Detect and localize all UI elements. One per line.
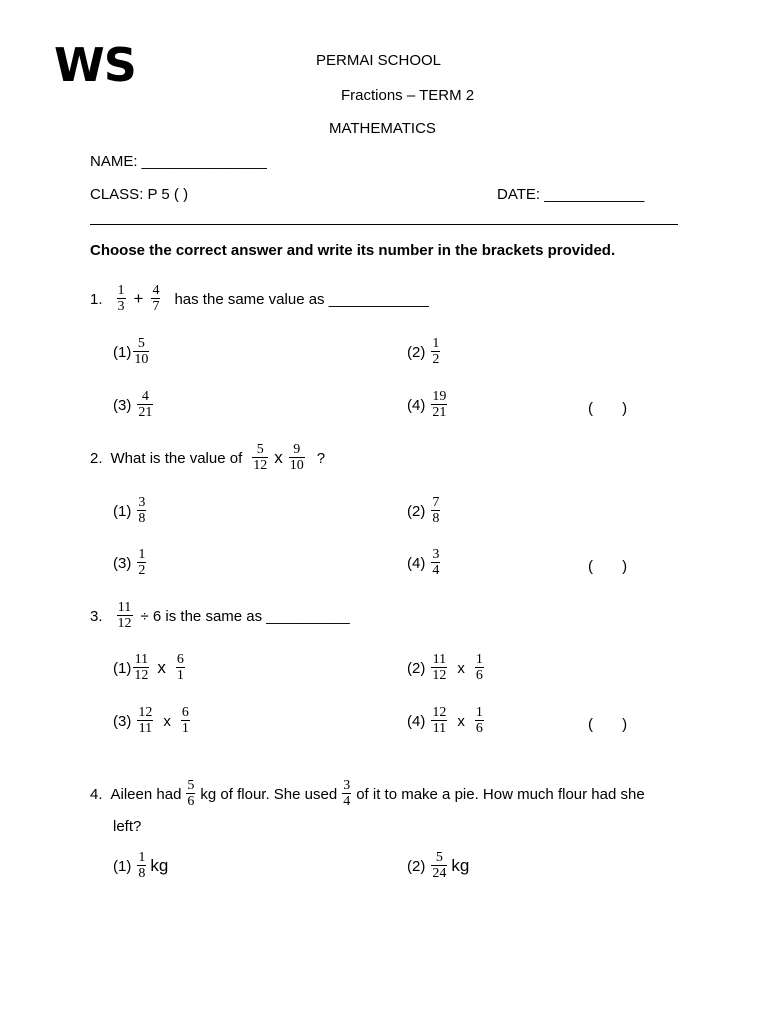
question-number: 4.	[90, 785, 103, 803]
option	[407, 496, 442, 526]
option	[407, 390, 449, 420]
option-label: (1)	[113, 502, 132, 520]
answer-bracket: ( )	[588, 400, 628, 417]
option	[113, 390, 155, 420]
fraction: $\frac{7}{8}$	[432, 495, 440, 526]
fraction: $\frac{1}{6}$	[475, 705, 483, 736]
option-label: (3)	[113, 396, 132, 414]
option-label: (3)	[113, 554, 132, 572]
fraction: $\frac{5}{12}$	[253, 442, 268, 473]
fraction: $\frac{5}{24}$	[432, 850, 447, 881]
question-number: 1.	[90, 290, 103, 308]
question-text: kg of flour. She used	[200, 785, 338, 803]
fraction: $\frac{11}{12}$	[432, 652, 447, 683]
question-text: has the same value as ____________	[174, 290, 429, 308]
multiply-sign: x	[163, 712, 171, 730]
question-mark: ?	[316, 449, 326, 467]
fraction: $\frac{6}{1}$	[181, 705, 189, 736]
fraction: $\frac{12}{11}$	[138, 705, 153, 736]
instructions: Choose the correct answer and write its number in the brackets provided.	[90, 242, 616, 259]
option-label: (1)	[113, 857, 132, 875]
option-label: (2)	[407, 659, 426, 677]
question-2	[90, 443, 325, 473]
fraction: $\frac{6}{1}$	[176, 652, 184, 683]
name-field: NAME: _______________	[90, 153, 267, 170]
worksheet-subtitle: Fractions – TERM 2	[341, 87, 475, 104]
fraction: $\frac{5}{10}$	[134, 336, 149, 367]
subject-title: MATHEMATICS	[329, 120, 436, 137]
fraction: $\frac{11}{12}$	[117, 600, 132, 631]
fraction: $\frac{9}{10}$	[289, 442, 304, 473]
question-text: What is the value of	[110, 449, 243, 467]
option-label: (3)	[113, 712, 132, 730]
plus-sign: +	[133, 289, 144, 308]
fraction: $\frac{3}{4}$	[432, 547, 440, 578]
option-label: (4)	[407, 554, 426, 572]
multiply-sign: x	[457, 659, 465, 677]
answer-bracket: ( )	[588, 558, 628, 575]
fraction: $\frac{1}{8}$	[138, 850, 146, 881]
date-field: DATE: ____________	[497, 186, 645, 203]
unit-label: kg	[150, 856, 169, 875]
fraction: $\frac{11}{12}$	[134, 652, 149, 683]
divider-line	[90, 224, 678, 225]
class-field: CLASS: P 5 ( )	[90, 186, 189, 203]
fraction: $\frac{1}{3}$	[117, 283, 125, 314]
fraction: $\frac{1}{2}$	[432, 336, 440, 367]
fraction: $\frac{1}{6}$	[475, 652, 483, 683]
question-number: 3.	[90, 607, 103, 625]
fraction: $\frac{4}{21}$	[138, 389, 153, 420]
question-text: of it to make a pie. How much flour had she	[356, 785, 645, 803]
question-text: ÷ 6 is the same as __________	[140, 607, 350, 625]
option	[407, 337, 442, 367]
option-label: (2)	[407, 502, 426, 520]
question-1	[90, 284, 429, 314]
question-3	[90, 601, 350, 631]
option	[113, 496, 148, 526]
option-label: (2)	[407, 857, 426, 875]
multiply-sign: x	[457, 712, 465, 730]
option	[407, 706, 486, 736]
fraction: $\frac{5}{6}$	[187, 778, 195, 809]
option-label: (4)	[407, 396, 426, 414]
multiply-sign: x	[157, 658, 166, 677]
option	[113, 851, 168, 881]
school-name: PERMAI SCHOOL	[316, 52, 442, 69]
option	[407, 851, 469, 881]
option	[407, 548, 442, 578]
fraction: $\frac{3}{4}$	[343, 778, 351, 809]
option	[113, 548, 148, 578]
question-4	[90, 779, 645, 809]
question-text: Aileen had	[110, 785, 182, 803]
option	[113, 706, 192, 736]
option-label: (1)	[113, 343, 132, 361]
multiply-sign: x	[274, 448, 283, 467]
fraction: $\frac{3}{8}$	[138, 495, 146, 526]
fraction: $\frac{12}{11}$	[432, 705, 447, 736]
answer-bracket: ( )	[588, 716, 628, 733]
fraction: $\frac{19}{21}$	[432, 389, 447, 420]
unit-label: kg	[451, 856, 470, 875]
option-label: (4)	[407, 712, 426, 730]
question-text: left?	[113, 818, 142, 835]
fraction: $\frac{1}{2}$	[138, 547, 146, 578]
option	[113, 337, 151, 367]
option	[113, 653, 187, 683]
fraction: $\frac{4}{7}$	[152, 283, 160, 314]
ws-logo: WS	[54, 38, 136, 92]
option-label: (1)	[113, 659, 132, 677]
option-label: (2)	[407, 343, 426, 361]
option	[407, 653, 486, 683]
question-number: 2.	[90, 449, 103, 467]
